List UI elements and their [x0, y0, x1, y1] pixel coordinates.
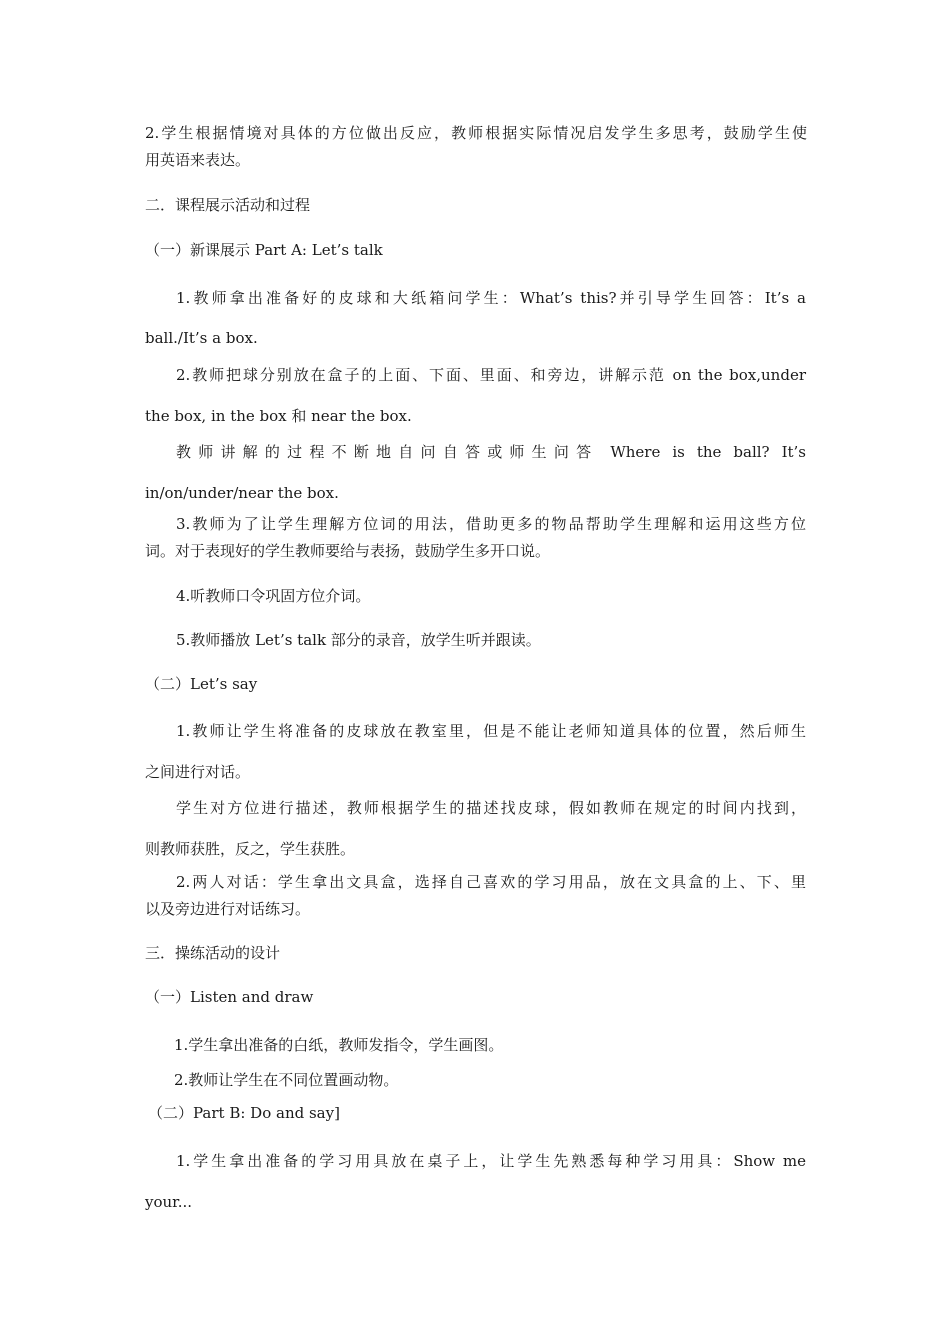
- text-line: 2.教师让学生在不同位置画动物。: [174, 1071, 399, 1089]
- text-line: 2.教师把球分别放在盒子的上面、下面、里面、和旁边，讲解示范 on the box,under: [176, 366, 806, 384]
- text-line: 2.学生根据情境对具体的方位做出反应，教师根据实际情况启发学生多思考，鼓励学生使: [145, 124, 807, 142]
- text-line: ball./It’s a box.: [145, 329, 258, 347]
- subsection-heading: （二）Part B: Do and say]: [148, 1104, 340, 1122]
- text-line: 1.学生拿出准备的白纸，教师发指令，学生画图。: [174, 1036, 504, 1054]
- text-line: 词。对于表现好的学生教师要给与表扬，鼓励学生多开口说。: [145, 542, 551, 560]
- text-line: 3.教师为了让学生理解方位词的用法，借助更多的物品帮助学生理解和运用这些方位: [176, 515, 806, 533]
- text-line: 4.听教师口令巩固方位介词。: [176, 587, 371, 605]
- text-line: the box, in the box 和 near the box.: [145, 407, 412, 425]
- subsection-heading: （二）Let’s say: [145, 675, 258, 693]
- text-line: your...: [145, 1193, 192, 1211]
- text-line: 教师讲解的过程不断地自问自答或师生问答 Where is the ball? It’s: [176, 443, 806, 461]
- text-line: 学生对方位进行描述，教师根据学生的描述找皮球，假如教师在规定的时间内找到，: [176, 799, 806, 817]
- text-line: 之间进行对话。: [145, 763, 251, 781]
- text-line: 用英语来表达。: [145, 151, 251, 169]
- text-line: 则教师获胜，反之，学生获胜。: [145, 840, 356, 858]
- text-line: 1.教师让学生将准备的皮球放在教室里，但是不能让老师知道具体的位置，然后师生: [176, 722, 806, 740]
- subsection-heading: （一）新课展示 Part A: Let’s talk: [145, 241, 383, 259]
- text-line: 5.教师播放 Let’s talk 部分的录音，放学生听并跟读。: [176, 631, 541, 649]
- text-line: in/on/under/near the box.: [145, 484, 339, 502]
- text-line: 以及旁边进行对话练习。: [145, 900, 311, 918]
- text-line: 2.两人对话：学生拿出文具盒，选择自己喜欢的学习用品，放在文具盒的上、下、里: [176, 873, 806, 891]
- text-line: 1.学生拿出准备的学习用具放在桌子上，让学生先熟悉每种学习用具：Show me: [176, 1152, 806, 1170]
- section-heading: 二．课程展示活动和过程: [145, 196, 311, 214]
- section-heading: 三．操练活动的设计: [145, 944, 281, 962]
- text-line: 1.教师拿出准备好的皮球和大纸箱问学生：What’s this?并引导学生回答：It’s a: [176, 289, 806, 307]
- subsection-heading: （一）Listen and draw: [145, 988, 314, 1006]
